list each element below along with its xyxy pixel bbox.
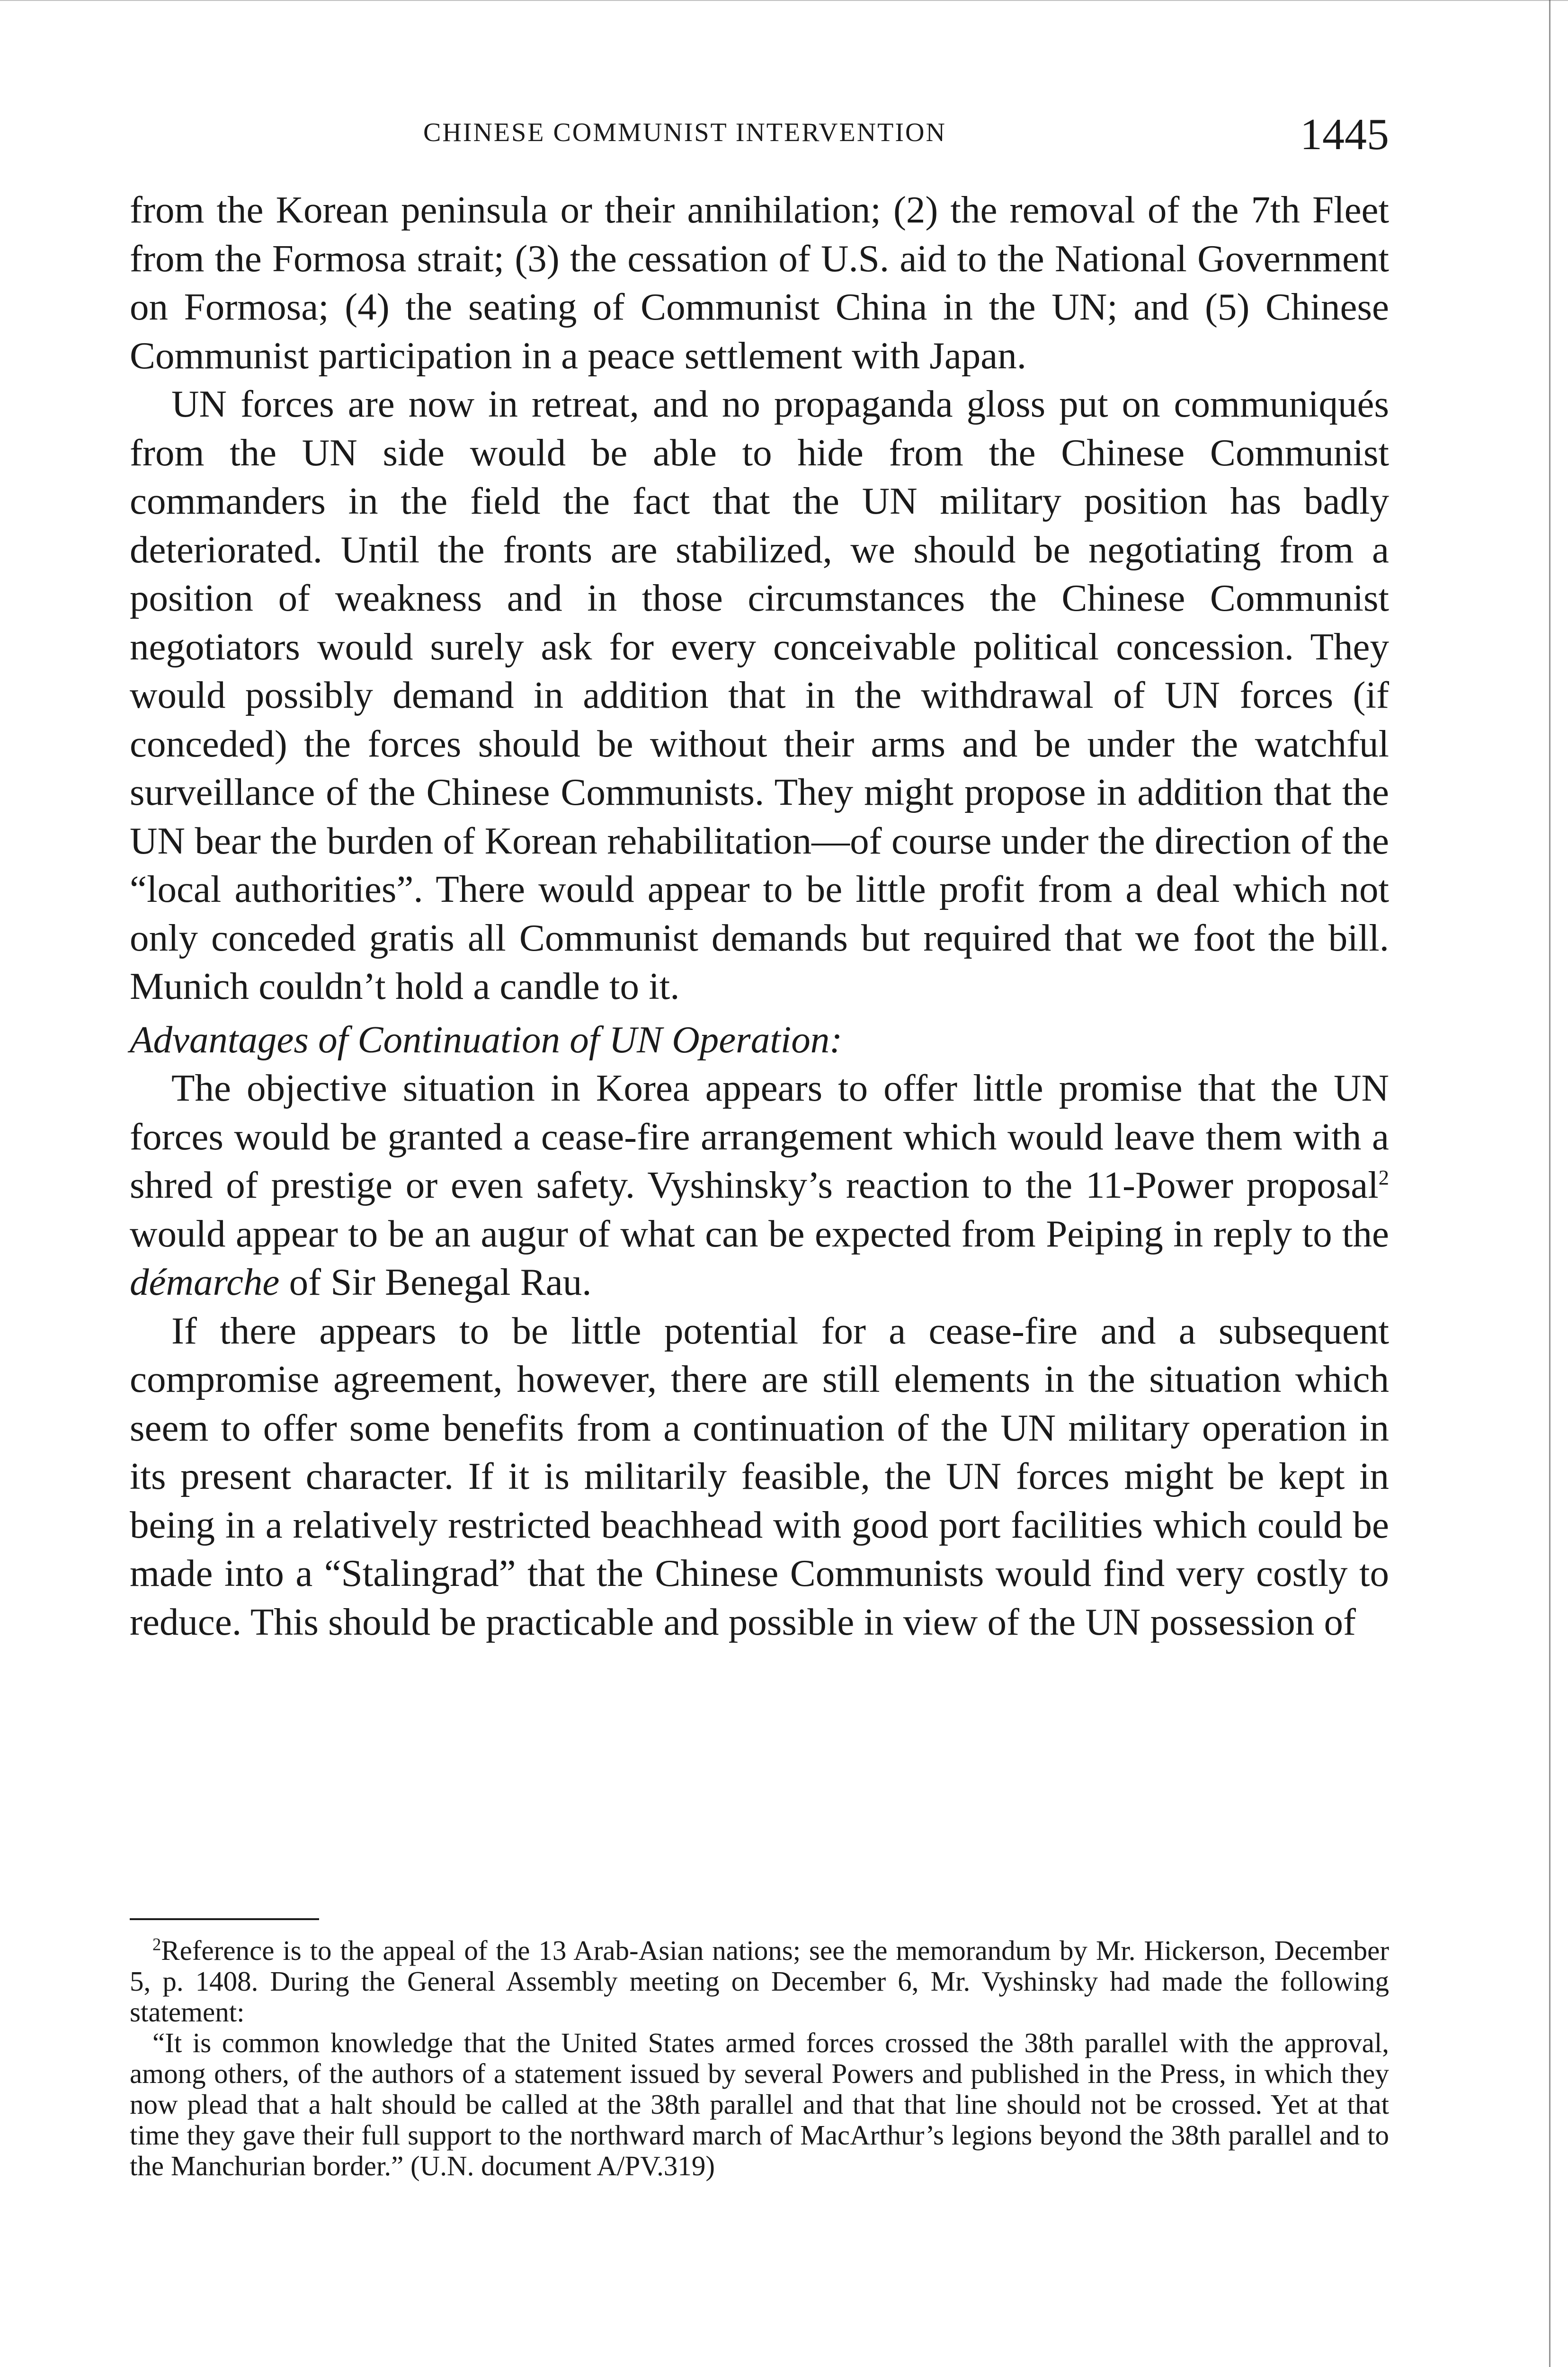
paragraph-un-retreat: UN forces are now in retreat, and no propaganda gloss put on communiqués from the UN side would be able to hide from the Chinese Communist commanders in the field the fact that the UN military position has badly deteriorated. Until the fronts are stabilized, we should be negotiating from a position of weakness and in those circumstances the Chinese Communist negotiators would surely ask for every conceivable political concession. They would possibly demand in addition that in the withdrawal of UN forces (if conceded) the forces should be without their arms and be under the watchful surveillance of the Chinese Communists. They might propose in addition that the UN bear the burden of Korean rehabilitation—of course under the direction of the “local authorities”. There would appear to be little profit from a deal which not only conceded gratis all Communist demands but required that we foot the bill. Munich couldn’t hold a candle to it.	[130, 383, 1389, 1007]
page-number: 1445	[1300, 110, 1389, 159]
running-header	[130, 109, 1389, 161]
footnotes	[130, 1935, 1389, 2181]
footnote-2	[130, 1935, 1389, 2028]
paragraph-ceasefire-potential: If there appears to be little potential for a cease-fire and a subsequent compromise agreement, however, there are still elements in the situation which seem to offer some benefits from a continuation of the UN military operation in its present character. If it is militarily feasible, the UN forces might be kept in being in a relatively restricted beachhead with good port facilities which could be made into a “Stalingrad” that the Chinese Communists would find very costly to reduce. This should be practicable and possible in view of the UN possession of	[130, 1309, 1389, 1643]
italic-term: démarche	[130, 1261, 280, 1303]
paragraph-objective-situation	[130, 1064, 1389, 1307]
paragraph-text-part: The objective situation in Korea appears to offer little promise that the UN forces would be granted a cease-fire arrangement which would leave them with a shred of prestige or even safety. Vyshinsky’s reaction to the 11-Power proposal	[130, 1067, 1389, 1206]
scan-border-right	[1549, 0, 1550, 2367]
footnote-marker: 2	[152, 1934, 161, 1954]
paragraph-text-part: would appear to be an augur of what can be expected from Peiping in reply to the	[130, 1212, 1389, 1255]
footnote-quotation: “It is common knowledge that the United States armed forces crossed the 38th parallel with the approval, among others, of the authors of a statement issued by several Powers and published in the Press, in which they now plead that a halt should be called at the 38th parallel and that that line should not be crossed. Yet at that time they gave their full support to the northward march of MacArthur’s legions beyond the 38th parallel and to the Manchurian border.” (U.N. document A/PV.319)	[130, 2027, 1389, 2181]
section-heading: Advantages of Continuation of UN Operation:	[130, 1018, 843, 1061]
scan-border-top	[0, 0, 1568, 1]
running-title: CHINESE COMMUNIST INTERVENTION	[423, 118, 946, 147]
paragraph-text-part: of Sir Benegal Rau.	[279, 1261, 592, 1303]
footnote-reference: 2	[1378, 1166, 1389, 1189]
body-text	[130, 186, 1389, 1646]
footnote-text: Reference is to the appeal of the 13 Arab-Asian nations; see the memorandum by Mr. Hickerson, December 5, p. 1408. During the General Assembly meeting on December 6, Mr. Vyshinsky had made the following statement:	[130, 1935, 1389, 2028]
footnote-divider	[130, 1918, 319, 1920]
paragraph-continued: from the Korean peninsula or their annihilation; (2) the removal of the 7th Fleet from the Formosa strait; (3) the cessation of U.S. aid to the National Government on Formosa; (4) the seating of Communist China in the UN; and (5) Chinese Communist participation in a peace settlement with Japan.	[130, 188, 1389, 377]
